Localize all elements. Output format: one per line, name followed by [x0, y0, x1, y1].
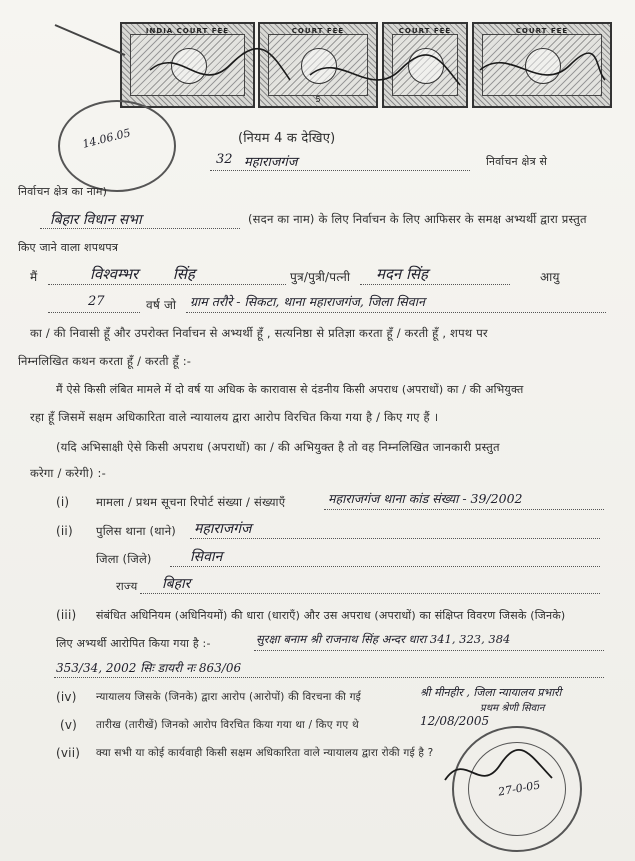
- item-i-value: महाराजगंज थाना कांड संख्या - 39/2002: [328, 491, 523, 506]
- constituency-label-prev: निर्वाचन क्षेत्र का नाम): [18, 185, 108, 198]
- stamp-label: COURT FEE: [398, 27, 452, 35]
- house-name: बिहार विधान सभा: [50, 212, 142, 228]
- item-i-label: मामला / प्रथम सूचना रिपोर्ट संख्या / संख्याएँ: [96, 495, 286, 509]
- item-v-label: तारीख (तारीखें) जिनको आरोप विरचित किया गया था / किए गए थे: [96, 719, 359, 731]
- affidavit-intro-line1: (सदन का नाम) के लिए निर्वाचन के लिए आफिसर के समक्ष अभ्यर्थी द्वारा प्रस्तुत: [248, 212, 587, 226]
- condition-line-1: (यदि अभिसाक्षी ऐसे किसी अपराध (अपराधों) का / की अभियुक्त है तो वह निम्नलिखित जानकारी प्रस्तुत: [56, 440, 500, 454]
- constituency-number: 32: [216, 152, 233, 167]
- oath-line-2: निम्नलिखित कथन करता हूँ / करती हूँ :-: [18, 354, 192, 368]
- item-iii-value-2: 353/34, 2002 सिः डायरी नः 863/06: [56, 661, 242, 675]
- address-prefix: वर्ष जो: [146, 298, 177, 312]
- item-iv-label: न्यायालय जिसके (जिनके) द्वारा आरोप (आरोपों) की विरचना की गई: [96, 691, 362, 703]
- item-iv-value-2: प्रथम श्रेणी सिवान: [480, 703, 545, 714]
- item-iii-line-1: संबंधित अधिनियम (अधिनियमों) की धारा (धाराएँ) और उस अपराध (अपराधों) का संक्षिप्त विवरण जिसके (जिनके): [96, 609, 566, 622]
- fold-mark: [50, 20, 130, 60]
- rule-heading: (नियम 4 क देखिए): [238, 131, 336, 146]
- seal-date: 27-0-05: [497, 778, 542, 799]
- declaration-line-1: मैं ऐसे किसी लंबित मामले में दो वर्ष या अधिक के कारावास से दंडनीय किसी अपराध (अपराधों) का / की अभियुक्त: [56, 383, 524, 396]
- prefix-main: मैं: [30, 270, 38, 284]
- top-official-seal: [58, 100, 176, 192]
- relation-label: पुत्र/पुत्री/पत्नी: [290, 270, 351, 284]
- seal-date: 14.06.05: [81, 126, 132, 151]
- oath-line-1: का / की निवासी हूँ और उपरोक्त निर्वाचन से अभ्यर्थी हूँ , सत्यनिष्ठा से प्रतिज्ञा करता हूँ / करती हूँ , शपथ पर: [30, 326, 488, 340]
- constituency-label: निर्वाचन क्षेत्र से: [486, 155, 548, 168]
- numeral-iii: (iii): [56, 608, 77, 622]
- numeral-vii: (vii): [56, 746, 81, 760]
- affidavit-intro-line2: किए जाने वाला शपथपत्र: [18, 241, 119, 254]
- candidate-name: विश्वम्भर सिंह: [90, 265, 195, 283]
- district-value: सिवान: [190, 549, 223, 565]
- age-value: 27: [88, 294, 105, 309]
- stamp-label: COURT FEE: [515, 27, 569, 35]
- item-v-value: 12/08/2005: [420, 714, 490, 728]
- address-value: ग्राम तरौरे - सिकटा, थाना महाराजगंज, जिला सिवान: [190, 294, 425, 309]
- numeral-i: (i): [56, 495, 70, 509]
- item-iii-value-1: सुरक्षा बनाम श्री राजनाथ सिंह अन्दर धारा 341, 323, 384: [256, 632, 511, 646]
- numeral-ii: (ii): [56, 524, 73, 538]
- state-value: बिहार: [162, 576, 191, 592]
- item-iv-value: श्री मीनहीर , जिला न्यायालय प्रभारी: [420, 686, 562, 699]
- constituency-name: महाराजगंज: [244, 155, 298, 170]
- item-ii-value: महाराजगंज: [194, 521, 252, 537]
- condition-line-2: करेगा / करेगी) :-: [30, 466, 106, 480]
- declaration-line-2: रहा हूँ जिसमें सक्षम अधिकारिता वाले न्यायालय द्वारा आरोप विरचित किया गया है / किए गए हैं ।: [30, 410, 439, 424]
- age-label: आयु: [540, 270, 560, 284]
- item-iii-line-2: लिए अभ्यर्थी आरोपित किया गया है :-: [56, 637, 211, 650]
- signature-scribble-bottom: [440, 740, 560, 800]
- state-label: राज्य: [116, 579, 138, 593]
- stamp-label: INDIA COURT FEE: [145, 27, 230, 35]
- stamp-value: 5: [315, 95, 321, 104]
- numeral-iv: (iv): [56, 690, 77, 704]
- numeral-v: (v): [60, 718, 78, 732]
- item-vii-label: क्या सभी या कोई कार्यवाही किसी सक्षम अधिकारिता वाले न्यायालय द्वारा रोकी गई है ?: [96, 747, 434, 759]
- item-ii-label: पुलिस थाना (थाने): [96, 524, 176, 538]
- district-label: जिला (जिले): [96, 552, 152, 566]
- signature-over-stamps: [140, 40, 610, 110]
- stamp-label: COURT FEE: [291, 27, 345, 35]
- father-name: मदन सिंह: [376, 265, 429, 283]
